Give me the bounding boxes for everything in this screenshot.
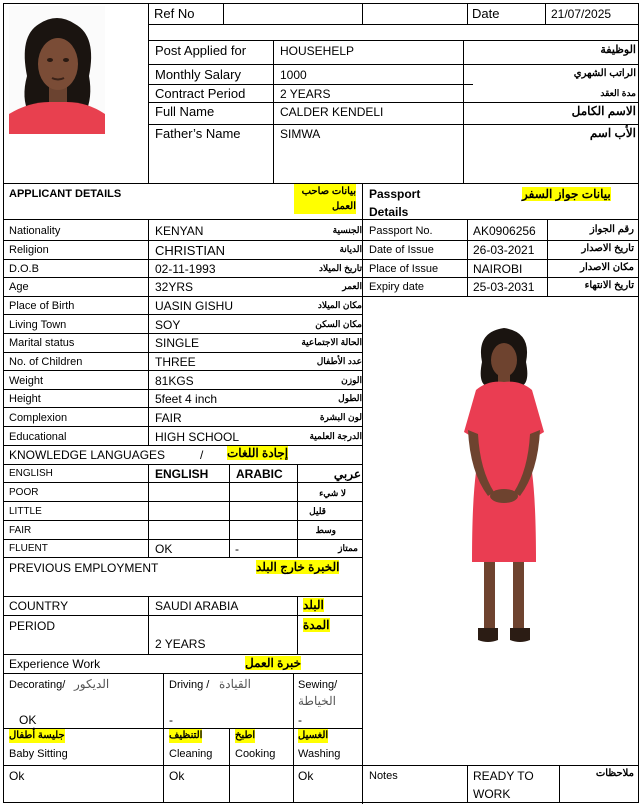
lang-poor-arabic: لا شيء bbox=[319, 488, 346, 498]
washing-arabic: الغسيل bbox=[298, 730, 329, 741]
nationality-label: Nationality bbox=[9, 225, 61, 237]
date-of-issue-value: 26-03-2021 bbox=[473, 243, 535, 257]
lang-little-arabic: قليل bbox=[309, 506, 326, 516]
country-value: SAUDI ARABIA bbox=[155, 599, 239, 613]
baby-sitting-value: Ok bbox=[9, 769, 25, 783]
lang-fair-label: FAIR bbox=[9, 525, 32, 536]
washing-label: Washing bbox=[298, 748, 341, 760]
dob-value: 02-11-1993 bbox=[155, 262, 216, 276]
passport-no-label: Passport No. bbox=[369, 225, 433, 237]
date-of-issue-label: Date of Issue bbox=[369, 244, 434, 256]
nationality-arabic: الجنسية bbox=[332, 225, 362, 235]
decorating-label: Decorating/ bbox=[9, 679, 66, 691]
headshot-photo bbox=[9, 6, 105, 134]
place-of-issue-value: NAIROBI bbox=[473, 262, 523, 276]
sewing-arabic: الخياطة bbox=[298, 694, 336, 708]
frame-top bbox=[3, 3, 639, 4]
contract-period-label: Contract Period bbox=[155, 86, 246, 101]
notes-label: Notes bbox=[369, 770, 398, 782]
languages-slash: / bbox=[200, 448, 204, 462]
period-label: PERIOD bbox=[9, 619, 56, 633]
marital-status-arabic: الحالة الاجتماعية bbox=[301, 337, 362, 347]
contract-period-value: 2 YEARS bbox=[280, 87, 331, 101]
sewing-label: Sewing/ bbox=[298, 679, 338, 691]
complexion-label: Complexion bbox=[9, 412, 68, 424]
cooking-arabic: اطبخ bbox=[235, 730, 256, 741]
employment-heading-arabic: الخبرة خارج البلد bbox=[256, 560, 340, 574]
place-of-issue-label: Place of Issue bbox=[369, 263, 439, 275]
lang-fluent-label: FLUENT bbox=[9, 543, 48, 554]
experience-heading: Experience Work bbox=[9, 657, 101, 671]
employment-heading: PREVIOUS EMPLOYMENT bbox=[9, 561, 159, 575]
fathers-name-label: Father’s Name bbox=[155, 126, 241, 141]
religion-label: Religion bbox=[9, 244, 49, 256]
place-of-birth-value: UASIN GISHU bbox=[155, 299, 234, 313]
experience-heading-arabic: خبرة العمل bbox=[245, 656, 302, 670]
weight-label: Weight bbox=[9, 375, 44, 387]
full-body-photo bbox=[452, 322, 556, 664]
cleaning-value: Ok bbox=[169, 769, 185, 783]
dob-label: D.O.B bbox=[9, 263, 39, 275]
cooking-label: Cooking bbox=[235, 748, 276, 760]
complexion-value: FAIR bbox=[155, 411, 182, 425]
frame-right bbox=[638, 3, 639, 803]
expiry-date-label: Expiry date bbox=[369, 281, 425, 293]
living-town-label: Living Town bbox=[9, 319, 67, 331]
expiry-date-value: 25-03-2031 bbox=[473, 280, 535, 294]
post-applied-arabic: الوظيفة bbox=[600, 44, 636, 56]
age-value: 32YRS bbox=[155, 280, 194, 294]
full-name-value: CALDER KENDELI bbox=[280, 105, 384, 119]
fathers-name-value: SIMWA bbox=[280, 127, 321, 141]
weight-arabic: الوزن bbox=[341, 375, 362, 385]
contract-period-arabic: مدة العقد bbox=[600, 88, 636, 98]
full-name-label: Full Name bbox=[155, 104, 215, 119]
cleaning-arabic: التنظيف bbox=[169, 730, 203, 741]
age-arabic: العمر bbox=[342, 281, 362, 291]
full-name-arabic: الاسم الكامل bbox=[571, 104, 636, 118]
languages-heading-arabic: إجادة اللغات bbox=[227, 446, 289, 460]
religion-value: CHRISTIAN bbox=[155, 243, 226, 258]
monthly-salary-value: 1000 bbox=[280, 68, 307, 82]
fathers-name-arabic: الأب اسم bbox=[589, 126, 636, 140]
applicant-heading: APPLICANT DETAILS bbox=[9, 188, 122, 200]
children-label: No. of Children bbox=[9, 356, 83, 368]
monthly-salary-label: Monthly Salary bbox=[155, 67, 241, 82]
weight-value: 81KGS bbox=[155, 374, 194, 388]
country-label: COUNTRY bbox=[9, 599, 69, 613]
passport-heading-line2: Details bbox=[369, 205, 409, 219]
driving-value: - bbox=[169, 713, 173, 727]
lang-fluent-arabic-level: - bbox=[235, 542, 239, 556]
nationality-value: KENYAN bbox=[155, 224, 204, 238]
religion-arabic: الديانة bbox=[339, 244, 362, 254]
place-of-birth-label: Place of Birth bbox=[9, 300, 75, 312]
passport-no-value: AK0906256 bbox=[473, 224, 536, 238]
expiry-date-arabic: تاريخ الانتهاء bbox=[584, 280, 634, 291]
educational-label: Educational bbox=[9, 431, 67, 443]
complexion-arabic: لون البشرة bbox=[319, 412, 362, 422]
height-label: Height bbox=[9, 393, 41, 405]
decorating-arabic: الديكور bbox=[74, 677, 110, 691]
date-label: Date bbox=[472, 6, 500, 21]
place-of-issue-arabic: مكان الاصدار bbox=[580, 262, 634, 273]
post-applied-value: HOUSEHELP bbox=[280, 44, 355, 58]
driving-arabic: القيادة bbox=[219, 677, 251, 691]
passport-no-arabic: رقم الجواز bbox=[589, 224, 634, 235]
marital-status-value: SINGLE bbox=[155, 336, 200, 350]
passport-heading-line1: Passport bbox=[369, 187, 421, 201]
children-arabic: عدد الأطفال bbox=[316, 356, 362, 366]
baby-sitting-arabic: جليسة أطفال bbox=[9, 730, 65, 741]
place-of-birth-arabic: مكان الميلاد bbox=[317, 300, 362, 310]
period-value: 2 YEARS bbox=[155, 637, 206, 651]
passport-heading-arabic: بيانات جواز السفر bbox=[522, 187, 611, 201]
date-value: 21/07/2025 bbox=[551, 7, 612, 21]
living-town-value: SOY bbox=[155, 318, 181, 332]
children-value: THREE bbox=[155, 355, 196, 369]
languages-heading: KNOWLEDGE LANGUAGES bbox=[9, 448, 166, 462]
frame-left bbox=[3, 3, 4, 803]
lang-poor-label: POOR bbox=[9, 487, 39, 498]
lang-fair-arabic: وسط bbox=[315, 525, 336, 535]
period-arabic: المدة bbox=[303, 618, 330, 632]
cleaning-label: Cleaning bbox=[169, 748, 213, 760]
educational-arabic: الدرجة العلمية bbox=[309, 431, 362, 441]
lang-fluent-arabic: ممتاز bbox=[338, 543, 358, 553]
languages-col-ar: عربي bbox=[333, 467, 361, 481]
notes-value: READY TO WORK bbox=[473, 769, 534, 801]
date-of-issue-arabic: تاريخ الاصدار bbox=[581, 243, 634, 254]
lang-little-label: LITTLE bbox=[9, 506, 42, 517]
ref-label: Ref No bbox=[154, 6, 195, 21]
decorating-value: OK bbox=[19, 713, 37, 727]
languages-col-arabic: ARABIC bbox=[236, 467, 283, 481]
applicant-heading-arabic: بيانات صاحب العمل bbox=[294, 184, 356, 214]
notes-arabic: ملاحظات bbox=[595, 768, 634, 779]
marital-status-label: Marital status bbox=[9, 337, 75, 349]
post-applied-label: Post Applied for bbox=[155, 43, 247, 58]
languages-col-label: ENGLISH bbox=[9, 468, 53, 479]
dob-arabic: تاريخ الميلاد bbox=[319, 263, 362, 273]
languages-col-english: ENGLISH bbox=[155, 467, 209, 481]
baby-sitting-label: Baby Sitting bbox=[9, 748, 68, 760]
educational-value: HIGH SCHOOL bbox=[155, 430, 240, 444]
monthly-salary-arabic: الراتب الشهري bbox=[573, 68, 636, 79]
age-label: Age bbox=[9, 281, 29, 293]
living-town-arabic: مكان السكن bbox=[315, 319, 362, 329]
height-value: 5feet 4 inch bbox=[155, 392, 218, 406]
country-arabic: البلد bbox=[303, 598, 324, 612]
driving-label: Driving / bbox=[169, 679, 210, 691]
sewing-value: - bbox=[298, 713, 302, 727]
height-arabic: الطول bbox=[338, 393, 362, 403]
lang-fluent-english: OK bbox=[155, 542, 173, 556]
washing-value: Ok bbox=[298, 769, 314, 783]
